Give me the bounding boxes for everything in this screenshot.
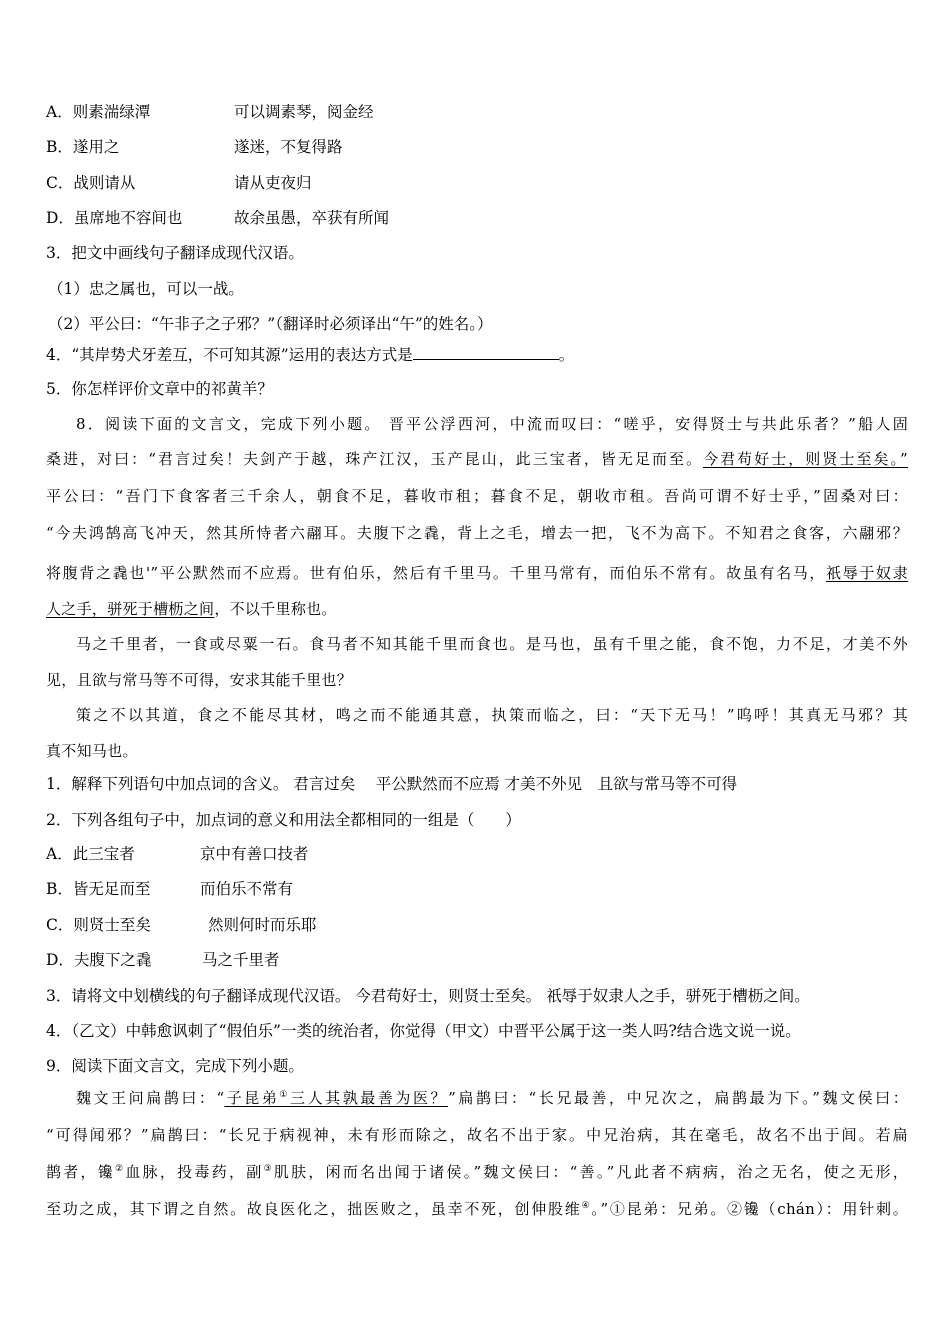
q9-passage-text: 至功之成，其下谓之自然。故良医化之，拙医败之，虽幸不死，创伸股维 bbox=[46, 1200, 582, 1218]
q8-option-c-left: C．则贤士至矣 bbox=[46, 916, 151, 934]
q7-option-c-right: 请从吏夜归 bbox=[234, 174, 312, 192]
underlined-sentence-2b: 人之手，骈死于槽枥之间 bbox=[46, 600, 215, 618]
q8-passage-text: ，不以千里称也。 bbox=[214, 600, 337, 618]
footnote-mark: ④ bbox=[581, 1201, 592, 1211]
q7-question-3-2: （2）平公曰：“午非子之子邪？”（翻译时必须译出“午”的姓名。） bbox=[48, 315, 493, 333]
answer-blank bbox=[413, 345, 559, 360]
footnote-mark: ② bbox=[115, 1164, 126, 1174]
footnote-mark: ③ bbox=[263, 1164, 274, 1174]
q7-option-d-right: 故余虽愚，卒获有所闻 bbox=[234, 209, 390, 227]
q8-option-c-right: 然则何时而乐耶 bbox=[208, 916, 317, 934]
q7-option-c-left: C．战则请从 bbox=[46, 174, 136, 192]
q7-option-d bbox=[46, 208, 908, 228]
q8-passage-line-4: “今夫鸿鹄高飞冲天，然其所恃者六翮耳。夫腹下之毳，背上之毛，增去一把，飞不为高下。不知君之食客，六翮邪？ bbox=[46, 524, 908, 542]
q8-passage-line-10: 真不知马也。 bbox=[46, 742, 138, 760]
q8-option-b bbox=[46, 879, 908, 899]
q7-question-4 bbox=[46, 345, 908, 365]
q7-option-a bbox=[46, 102, 908, 122]
underlined-sentence-2a: 祇辱于奴隶 bbox=[826, 564, 908, 582]
q8-passage-line-6 bbox=[46, 599, 908, 619]
q9-passage-text: 鹊者，镵 bbox=[46, 1163, 116, 1181]
q8-option-d-left: D．夫腹下之毳 bbox=[46, 951, 152, 969]
q7-question-5: 5．你怎样评价文章中的祁黄羊？ bbox=[46, 380, 273, 398]
q8-passage-line-3: 平公曰：“吾门下食客者三千余人，朝食不足，暮收市租；暮食不足，朝收市租。吾尚可谓不好士乎，”固桑对曰： bbox=[46, 487, 908, 505]
q8-question-2: 2．下列各组句子中，加点词的意义和用法全都相同的一组是（ ） bbox=[46, 811, 521, 829]
q8-passage-text: 桑进，对曰：“君言过矣！夫剑产于越，珠产江汉，玉产昆山，此三宝者，皆无足而至。 bbox=[46, 450, 704, 468]
q8-option-d bbox=[46, 950, 908, 970]
q9-passage-text: 血脉，投毒药，副 bbox=[125, 1163, 264, 1181]
q8-question-1: 1．解释下列语句中加点词的含义。 君言过矣 平公默然而不应焉 才美不外见 且欲与常马等不可得 bbox=[46, 775, 738, 793]
q7-option-d-left: D．虽席地不容间也 bbox=[46, 209, 183, 227]
q8-passage-line-1: 8．阅读下面的文言文，完成下列小题。 晋平公浮西河，中流而叹曰：“嗟乎，安得贤士与共此乐者？”船人固 bbox=[76, 415, 908, 433]
q9-passage-text: 肌肤，闲而名出闻于诸侯。”魏文侯曰：“善。”凡此者不病病，治之无名，使之无形， bbox=[273, 1163, 909, 1181]
q7-question-3: 3．把文中画线句子翻译成现代汉语。 bbox=[46, 244, 304, 262]
footnote-mark: ① bbox=[279, 1090, 291, 1100]
q9-passage-line-3 bbox=[46, 1162, 908, 1182]
q7-option-b bbox=[46, 137, 908, 157]
q8-option-b-left: B．皆无足而至 bbox=[46, 880, 151, 898]
q8-question-3: 3．请将文中划横线的句子翻译成现代汉语。 今君苟好士，则贤士至矣。 祇辱于奴隶人之手，骈死于槽枥之间。 bbox=[46, 987, 810, 1005]
q8-option-a bbox=[46, 844, 908, 864]
q8-question-4: 4．（乙文）中韩愈讽刺了“假伯乐”一类的统治者，你觉得（甲文）中晋平公属于这一类人吗?结合选文说一说。 bbox=[46, 1022, 801, 1040]
q7-option-a-right: 可以调素琴，阅金经 bbox=[234, 103, 374, 121]
underlined-text: 子昆弟 bbox=[224, 1089, 280, 1107]
q9-passage-line-1 bbox=[46, 1088, 908, 1108]
q7-question-4-text: 4．“其岸势犬牙差互，不可知其源”运用的表达方式是 bbox=[46, 346, 413, 364]
q8-passage-line-7: 马之千里者，一食或尽粟一石。食马者不知其能千里而食也。是马也，虽有千里之能，食不饱，力不足，才美不外 bbox=[76, 635, 908, 653]
q8-option-a-right: 京中有善口技者 bbox=[200, 845, 309, 863]
q9-passage-line-4 bbox=[46, 1199, 908, 1219]
q7-option-b-left: B．遂用之 bbox=[46, 138, 120, 156]
q7-question-3-1: （1）忠之属也，可以一战。 bbox=[48, 280, 244, 298]
q8-passage-text: 将腹背之毳也'”平公默然而不应焉。世有伯乐，然后有千里马。千里马常有，而伯乐不常有。故虽有名马， bbox=[46, 564, 827, 582]
q8-option-d-right: 马之千里者 bbox=[202, 951, 280, 969]
q9-passage-text: 魏文王问扁鹊曰：“ bbox=[76, 1089, 225, 1107]
q9-title: 9．阅读下面文言文，完成下列小题。 bbox=[46, 1057, 304, 1075]
q8-passage-line-9: 策之不以其道，食之不能尽其材，鸣之而不能通其意，执策而临之，曰：“天下无马！”呜呼！其真无马邪？其 bbox=[76, 706, 908, 724]
q7-option-a-left: A．则素湍绿潭 bbox=[46, 103, 151, 121]
underlined-sentence-3 bbox=[224, 1089, 448, 1107]
underlined-text: 三人其孰最善为医？ bbox=[290, 1089, 449, 1107]
q9-passage-line-2: “可得闻邪？”扁鹊曰：“长兄于病视神，未有形而除之，故名不出于家。中兄治病，其在毫毛，故名不出于闾。若扁 bbox=[46, 1126, 908, 1144]
q9-passage-text: ”扁鹊曰：“长兄最善，中兄次之，扁鹊最为下。”魏文侯曰： bbox=[448, 1089, 909, 1107]
q8-passage-line-5 bbox=[46, 563, 908, 583]
q9-passage-text: 。”①昆弟：兄弟。②镵（chán）：用针刺。 bbox=[591, 1200, 909, 1218]
q7-question-4-end: 。 bbox=[558, 346, 575, 364]
q8-option-c bbox=[46, 915, 908, 935]
underlined-sentence-1: 今君苟好士，则贤士至矣。” bbox=[703, 450, 908, 468]
q8-option-b-right: 而伯乐不常有 bbox=[200, 880, 294, 898]
q7-option-b-right: 遂迷，不复得路 bbox=[234, 138, 343, 156]
q7-option-c bbox=[46, 173, 908, 193]
q8-passage-line-2 bbox=[46, 449, 908, 469]
q8-option-a-left: A．此三宝者 bbox=[46, 845, 135, 863]
q8-passage-line-8: 见，且欲与常马等不可得，安求其能千里也？ bbox=[46, 671, 353, 689]
